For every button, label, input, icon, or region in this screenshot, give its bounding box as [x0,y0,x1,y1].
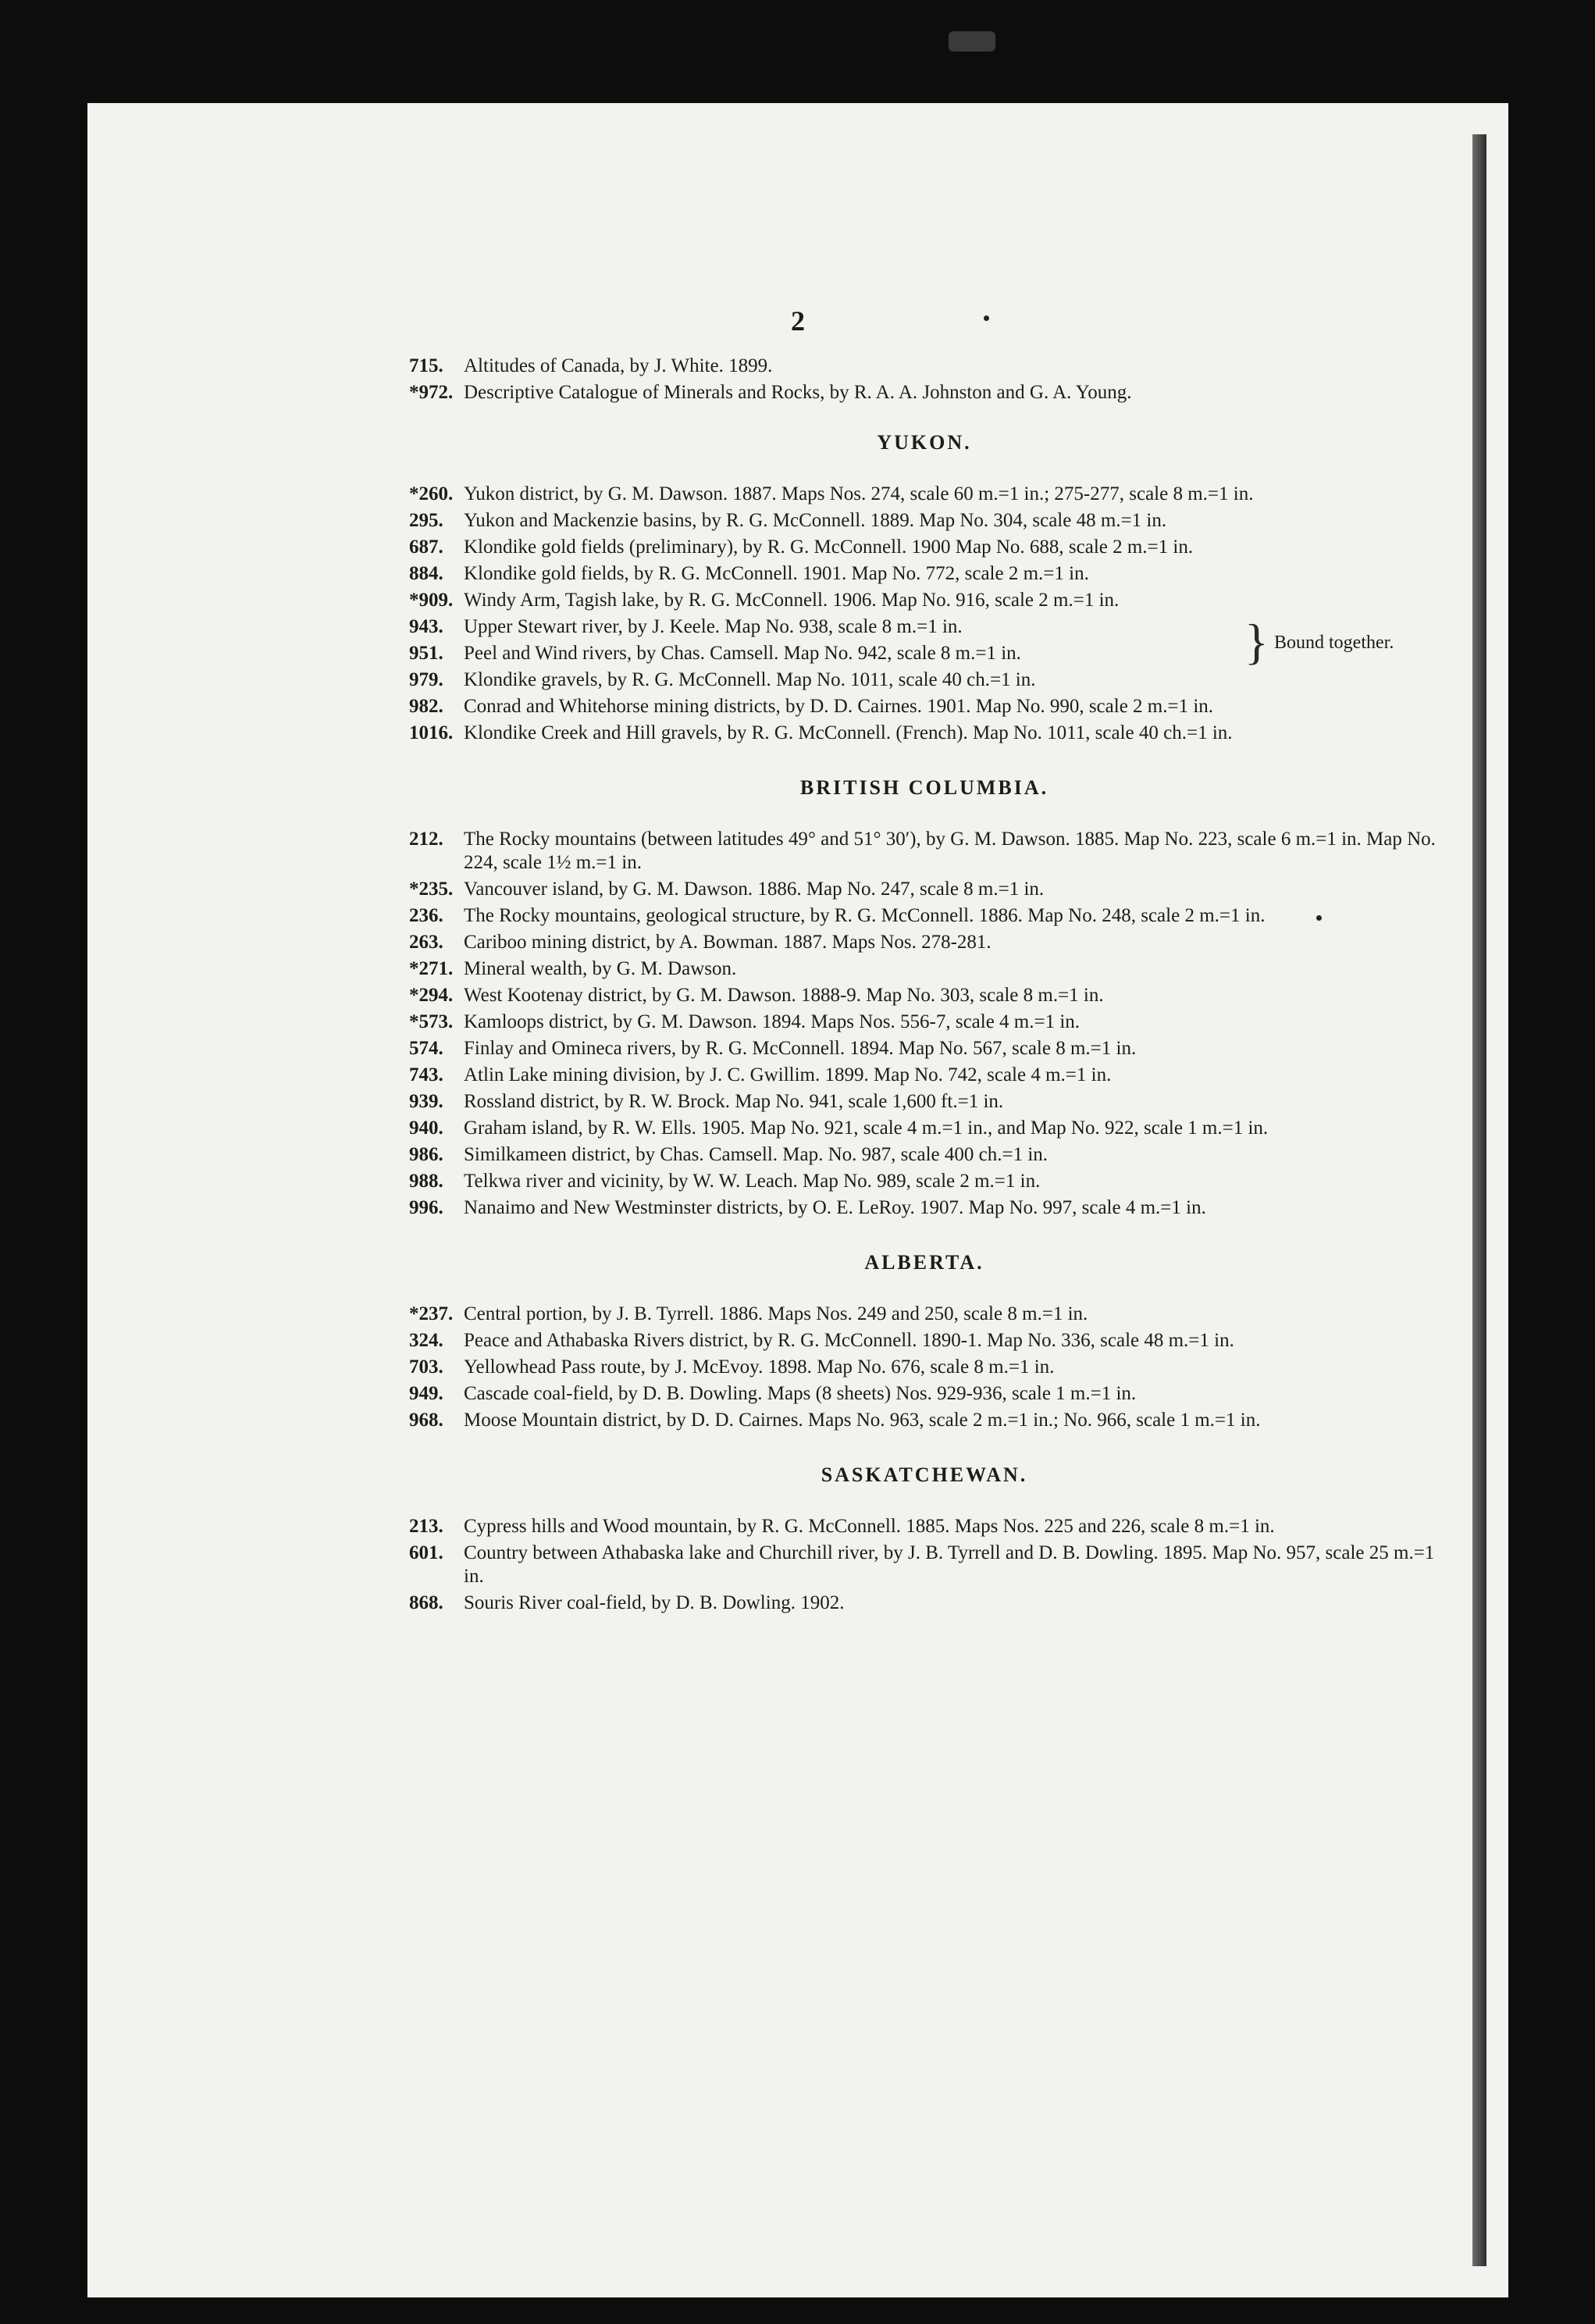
section-heading-alberta: ALBERTA. [864,1251,984,1274]
entry-text: Rossland district, by R. W. Brock. Map No. 941, scale 1,600 ft.=1 in. [464,1091,1004,1112]
catalogue-entry [409,381,1440,405]
catalogue-entry [409,1356,1440,1379]
entry-number: 943. [409,616,443,637]
entry-text: Descriptive Catalogue of Minerals and Rocks, by R. A. A. Johnston and G. A. Young. [464,382,1132,403]
entry-text: Windy Arm, Tagish lake, by R. G. McConnell. 1906. Map No. 916, scale 2 m.=1 in. [464,590,1120,611]
entry-text: Cascade coal-field, by D. B. Dowling. Maps (8 sheets) Nos. 929-936, scale 1 m.=1 in. [464,1383,1137,1404]
entry-text: Kamloops district, by G. M. Dawson. 1894. Maps Nos. 556-7, scale 4 m.=1 in. [464,1011,1081,1032]
catalogue-entry [409,1592,1440,1615]
entry-text: Graham island, by R. W. Ells. 1905. Map No. 921, scale 4 m.=1 in., and Map No. 922, scale 1 m.=1 in. [464,1117,1269,1139]
section-heading-saskatchewan: SASKATCHEWAN. [821,1463,1028,1486]
entry-number: 574. [409,1038,443,1059]
entry-number: 263. [409,932,443,953]
catalogue-entry [409,615,1244,639]
catalogue-entry [409,483,1440,506]
catalogue-entry [409,1064,1440,1087]
entry-text: Yellowhead Pass route, by J. McEvoy. 1898. Map No. 676, scale 8 m.=1 in. [464,1356,1055,1378]
catalogue-entry [409,695,1440,718]
brace-glyph: } [1244,614,1269,669]
entry-number: 986. [409,1144,443,1165]
catalogue-entry [409,668,1440,692]
entry-text: West Kootenay district, by G. M. Dawson. 1888-9. Map No. 303, scale 8 m.=1 in. [464,985,1104,1006]
catalogue-entry [409,642,1244,665]
entry-number: 988. [409,1171,443,1192]
catalogue-entry [409,931,1440,954]
entry-number: *294. [409,985,454,1006]
catalogue-entry [409,722,1440,745]
entry-text: Telkwa river and vicinity, by W. W. Leach. Map No. 989, scale 2 m.=1 in. [464,1171,1041,1192]
entry-number: 601. [409,1542,443,1563]
catalogue-entry [409,1329,1440,1353]
entry-text: Moose Mountain district, by D. D. Cairnes. Maps No. 963, scale 2 m.=1 in.; No. 966, scale 1 m.=1 in. [464,1410,1261,1431]
entry-text: Cariboo mining district, by A. Bowman. 1887. Maps Nos. 278-281. [464,932,992,953]
catalogue-entry [409,355,1440,378]
entry-text: Cypress hills and Wood mountain, by R. G. McConnell. 1885. Maps Nos. 225 and 226, scale 8 m.=1 in. [464,1516,1275,1537]
section-heading-yukon: YUKON. [877,431,972,454]
catalogue-entry [409,1196,1440,1220]
catalogue-entry [409,1409,1440,1432]
section-heading-british-columbia: BRITISH COLUMBIA. [799,776,1049,799]
entry-number: *237. [409,1303,454,1324]
catalogue-entry [409,1011,1440,1034]
entry-number: 212. [409,829,443,850]
catalogue-entry [409,904,1440,928]
entry-number: *909. [409,590,454,611]
bound-together-group [409,614,1440,669]
entry-text: Souris River coal-field, by D. B. Dowling. 1902. [464,1592,845,1613]
entry-text: Yukon district, by G. M. Dawson. 1887. Maps Nos. 274, scale 60 m.=1 in.; 275-277, scale 8 m.=1 in. [464,483,1254,504]
entry-text: Finlay and Omineca rivers, by R. G. McConnell. 1894. Map No. 567, scale 8 m.=1 in. [464,1038,1137,1059]
entry-number: *271. [409,958,454,979]
bound-together-note: Bound together. [1274,633,1394,653]
speck-mark [984,315,989,321]
entry-number: 213. [409,1516,443,1537]
entry-number: *260. [409,483,454,504]
entry-number: 979. [409,669,443,690]
catalogue-entry [409,562,1440,586]
catalogue-entry [409,1143,1440,1167]
entry-text: Peel and Wind rivers, by Chas. Camsell. Map No. 942, scale 8 m.=1 in. [464,643,1021,664]
entry-number: 939. [409,1091,443,1112]
entry-number: 940. [409,1117,443,1139]
catalogue-content [409,355,1440,1618]
entry-text: Conrad and Whitehorse mining districts, by D. D. Cairnes. 1901. Map No. 990, scale 2 m.=1 in. [464,696,1214,717]
entry-text: Altitudes of Canada, by J. White. 1899. [464,355,773,376]
entry-text: Atlin Lake mining division, by J. C. Gwillim. 1899. Map No. 742, scale 4 m.=1 in. [464,1064,1112,1085]
page-edge-shadow [1472,134,1486,2266]
catalogue-entry [409,536,1440,559]
catalogue-entry [409,828,1440,875]
entry-text: Yukon and Mackenzie basins, by R. G. McConnell. 1889. Map No. 304, scale 48 m.=1 in. [464,510,1167,531]
catalogue-entry [409,1090,1440,1114]
entry-text: Upper Stewart river, by J. Keele. Map No. 938, scale 8 m.=1 in. [464,616,963,637]
entry-text: Vancouver island, by G. M. Dawson. 1886. Map No. 247, scale 8 m.=1 in. [464,879,1045,900]
entry-text: Klondike Creek and Hill gravels, by R. G. McConnell. (French). Map No. 1011, scale 40 ch.=1 in. [464,722,1233,743]
entry-number: 949. [409,1383,443,1404]
entry-number: 982. [409,696,443,717]
entry-number: 703. [409,1356,443,1378]
entry-number: 687. [409,536,443,558]
entry-number: *972. [409,382,454,403]
entry-number: 743. [409,1064,443,1085]
catalogue-entry [409,1382,1440,1406]
page-number: 2 [791,305,805,337]
entry-number: 236. [409,905,443,926]
catalogue-entry [409,1303,1440,1326]
entry-number: 324. [409,1330,443,1351]
catalogue-entry [409,1542,1440,1588]
entry-number: 715. [409,355,443,376]
scanned-page [87,103,1508,2297]
entry-text: Nanaimo and New Westminster districts, by O. E. LeRoy. 1907. Map No. 997, scale 4 m.=1 in. [464,1197,1206,1218]
entry-number: 884. [409,563,443,584]
entry-number: 295. [409,510,443,531]
entry-text: Mineral wealth, by G. M. Dawson. [464,958,737,979]
catalogue-entry [409,957,1440,981]
catalogue-entry [409,1117,1440,1140]
scanner-smudge [949,31,995,52]
entry-text: The Rocky mountains (between latitudes 49° and 51° 30′), by G. M. Dawson. 1885. Map No. 223, scale 6 m.=1 in. Map No. 224, scale 1½ m.=1 in. [464,829,1436,873]
entry-text: Klondike gold fields (preliminary), by R. G. McConnell. 1900 Map No. 688, scale 2 m.=1 in. [464,536,1194,558]
catalogue-entry [409,1170,1440,1193]
speck-mark [1316,915,1322,921]
entry-text: Peace and Athabaska Rivers district, by R. G. McConnell. 1890-1. Map No. 336, scale 48 m.=1 in. [464,1330,1234,1351]
entry-number: 868. [409,1592,443,1613]
catalogue-entry [409,509,1440,533]
entry-text: Similkameen district, by Chas. Camsell. Map. No. 987, scale 400 ch.=1 in. [464,1144,1048,1165]
entry-number: 1016. [409,722,454,743]
entry-text: Klondike gravels, by R. G. McConnell. Map No. 1011, scale 40 ch.=1 in. [464,669,1036,690]
entry-number: *235. [409,879,454,900]
catalogue-entry [409,1037,1440,1060]
entry-number: *573. [409,1011,454,1032]
catalogue-entry [409,1515,1440,1538]
entry-text: Klondike gold fields, by R. G. McConnell. 1901. Map No. 772, scale 2 m.=1 in. [464,563,1089,584]
catalogue-entry [409,589,1440,612]
catalogue-entry [409,878,1440,901]
entry-number: 968. [409,1410,443,1431]
entry-number: 996. [409,1197,443,1218]
entry-number: 951. [409,643,443,664]
catalogue-entry [409,984,1440,1007]
entry-text: Country between Athabaska lake and Churchill river, by J. B. Tyrrell and D. B. Dowling. 1895. Map No. 957, scale 25 m.=1 in. [464,1542,1435,1587]
entry-text: The Rocky mountains, geological structure, by R. G. McConnell. 1886. Map No. 248, scale 2 m.=1 in. [464,905,1266,926]
entry-text: Central portion, by J. B. Tyrrell. 1886. Maps Nos. 249 and 250, scale 8 m.=1 in. [464,1303,1088,1324]
